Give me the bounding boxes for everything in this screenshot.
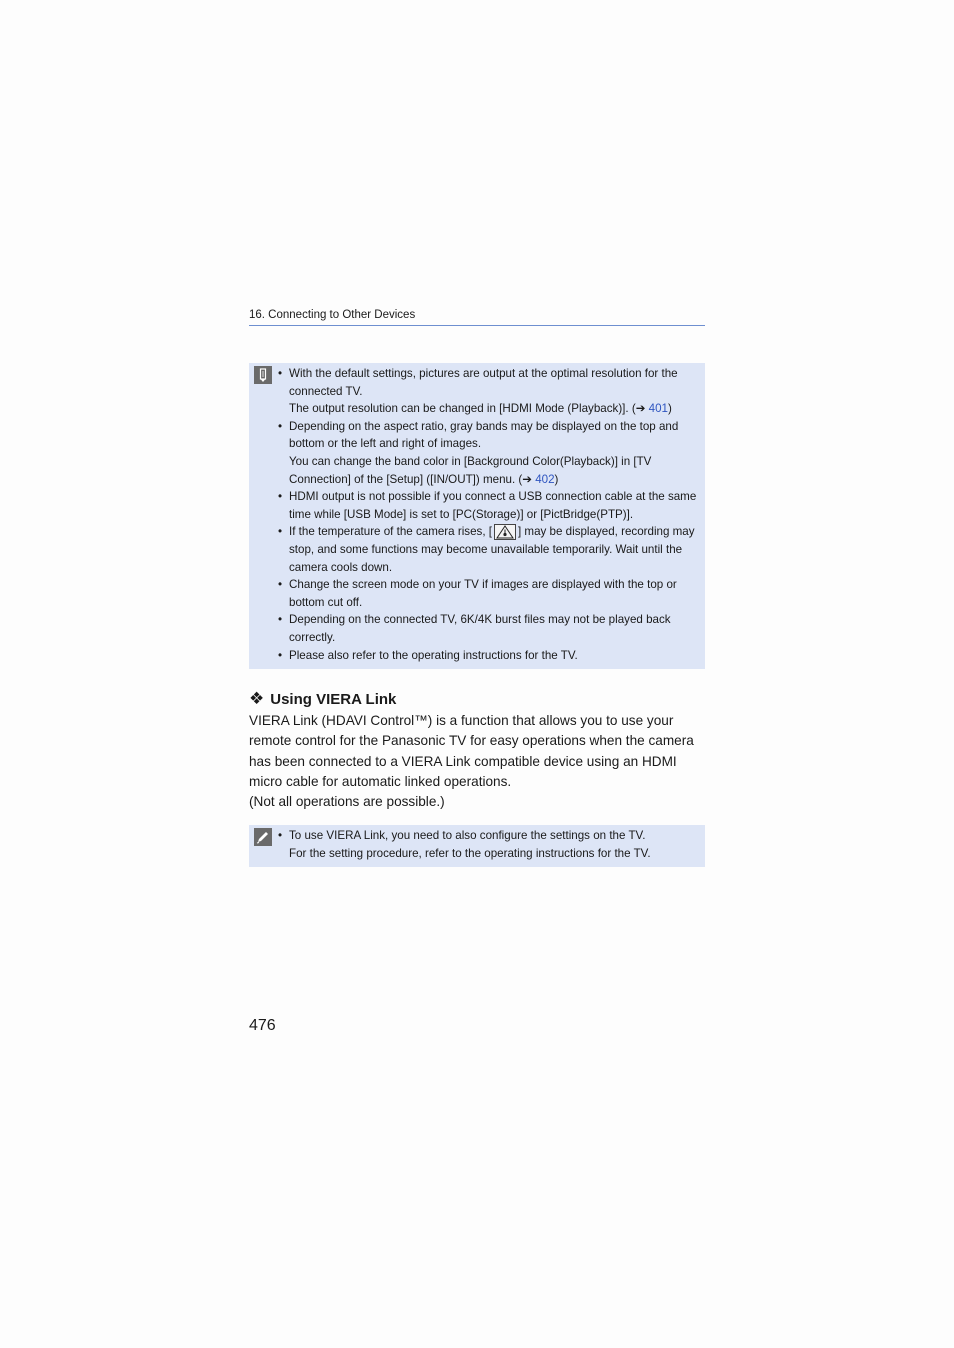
section-body: VIERA Link (HDAVI Control™) is a function that allows you to use your remote control for the Panasonic TV for easy operations when the camera has been connected to a VIERA Link compatible device using an HDMI micro cable for automatic linked operations. (Not all operations are possible.): [249, 713, 694, 810]
note-item: • To use VIERA Link, you need to also configure the settings on the TV. For the setting procedure, refer to the operating instructions for the TV.: [277, 827, 699, 862]
memo-icon: [254, 366, 272, 384]
page-number: 476: [249, 1017, 276, 1034]
diamond-bullet-icon: ❖: [249, 689, 265, 708]
note-item: • Change the screen mode on your TV if images are displayed with the top or bottom cut off.: [277, 576, 699, 611]
section-heading: ❖ Using VIERA Link: [249, 689, 397, 708]
page-ref-link[interactable]: 401: [648, 402, 668, 416]
note-item: • If the temperature of the camera rises, [ ] may be displayed, recording may stop, and some functions may become unavailable temporarily. Wait until the camera cools down.: [277, 523, 699, 576]
note-box-primary: [249, 363, 705, 669]
note-list: [277, 827, 699, 862]
note-item: • Depending on the aspect ratio, gray bands may be displayed on the top and bottom or the left and right of images. You can change the band color in [Background Color(Playback)] in [TV Connection] of the [Setup] ([IN/OUT]) menu. (➔ 402): [277, 418, 699, 488]
chapter-header: 16. Connecting to Other Devices: [249, 309, 705, 326]
note-item: • HDMI output is not possible if you connect a USB connection cable at the same time while [USB Mode] is set to [PC(Storage)] or [PictBridge(PTP)].: [277, 488, 699, 523]
temperature-warning-icon: [494, 524, 516, 540]
pencil-icon: [254, 828, 272, 846]
note-item: • Please also refer to the operating instructions for the TV.: [277, 647, 699, 665]
note-item: • With the default settings, pictures are output at the optimal resolution for the connected TV. The output resolution can be changed in [HDMI Mode (Playback)]. (➔ 401): [277, 365, 699, 418]
note-box-secondary: [249, 825, 705, 867]
note-list: [277, 365, 699, 664]
page-ref-link[interactable]: 402: [535, 472, 555, 486]
note-item: • Depending on the connected TV, 6K/4K burst files may not be played back correctly.: [277, 611, 699, 646]
